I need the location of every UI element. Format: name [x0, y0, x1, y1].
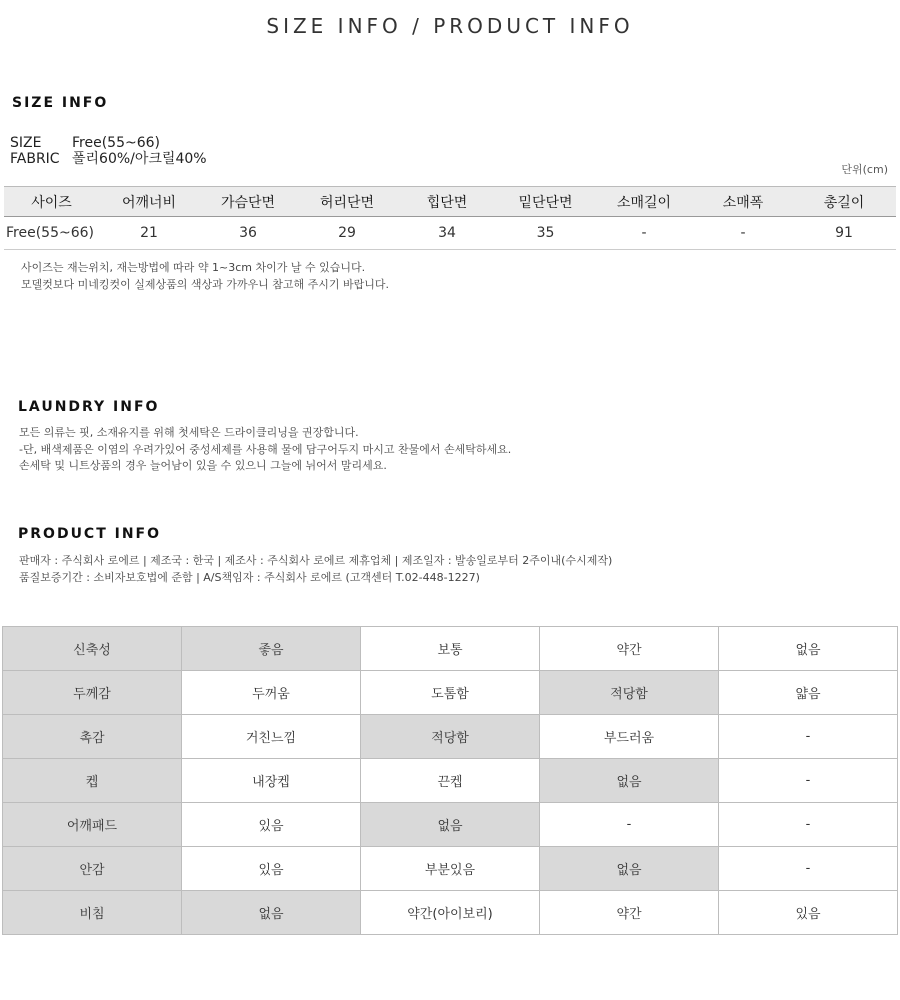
property-row	[3, 627, 898, 671]
property-option-selected: 없음	[361, 803, 540, 847]
size-notes	[21, 260, 389, 293]
table-cell: 29	[297, 217, 397, 250]
property-label: 비침	[3, 891, 182, 935]
table-cell: 21	[99, 217, 199, 250]
property-option: -	[719, 715, 898, 759]
col-header: 밑단단면	[497, 187, 594, 217]
property-option: 있음	[719, 891, 898, 935]
property-option-selected: 없음	[540, 847, 719, 891]
col-header: 소매폭	[694, 187, 792, 217]
property-row	[3, 891, 898, 935]
property-label: 촉감	[3, 715, 182, 759]
col-header: 허리단면	[297, 187, 397, 217]
property-label: 안감	[3, 847, 182, 891]
note-line: 모든 의류는 핏, 소재유지를 위해 첫세탁은 드라이클리닝을 권장합니다.	[19, 426, 359, 439]
note-line: 사이즈는 재는위치, 재는방법에 따라 약 1~3cm 차이가 날 수 있습니다.	[21, 261, 366, 274]
property-row	[3, 803, 898, 847]
property-label: 켑	[3, 759, 182, 803]
property-option: 있음	[182, 803, 361, 847]
property-row	[3, 759, 898, 803]
size-table-header	[4, 187, 896, 217]
page-title: SIZE INFO / PRODUCT INFO	[266, 14, 634, 38]
fabric-label: FABRIC	[10, 151, 60, 167]
col-header: 어깨너비	[99, 187, 199, 217]
unit-label: 단위(cm)	[841, 163, 888, 176]
property-option-selected: 없음	[182, 891, 361, 935]
size-table	[4, 186, 896, 250]
size-value: Free(55~66)	[72, 135, 160, 151]
property-option: 얇음	[719, 671, 898, 715]
property-option: 거친느낌	[182, 715, 361, 759]
property-option: 도톰함	[361, 671, 540, 715]
fabric-value: 폴리60%/아크릴40%	[72, 151, 207, 167]
property-option: -	[719, 759, 898, 803]
laundry-notes	[19, 425, 511, 475]
product-info-heading: PRODUCT INFO	[18, 526, 162, 542]
note-line: -단, 배색제품은 이염의 우려가있어 중성세제를 사용해 물에 담구어두지 마시고 찬물에서 손세탁하세요.	[19, 442, 512, 456]
col-header: 총길이	[792, 187, 896, 217]
table-cell: -	[694, 217, 792, 250]
laundry-info-heading: LAUNDRY INFO	[18, 399, 160, 415]
property-option: 보통	[361, 627, 540, 671]
note-line: 손세탁 및 니트상품의 경우 늘어남이 있을 수 있으니 그늘에 뉘어서 말리세요.	[19, 459, 387, 472]
table-row	[4, 217, 896, 250]
table-cell: 91	[792, 217, 896, 250]
property-option-selected: 적당함	[540, 671, 719, 715]
property-label: 신축성	[3, 627, 182, 671]
table-cell: 36	[199, 217, 297, 250]
property-option: 끈켑	[361, 759, 540, 803]
property-option: 없음	[719, 627, 898, 671]
property-option: -	[719, 847, 898, 891]
note-line: 판매자 : 주식회사 로에르 | 제조국 : 한국 | 제조사 : 주식회사 로에르 제휴업체 | 제조일자 : 발송일로부터 2주이내(수시제작)	[19, 554, 613, 567]
fabric-spec	[10, 151, 207, 167]
property-option: 약간	[540, 891, 719, 935]
property-option-selected: 적당함	[361, 715, 540, 759]
property-option: 약간	[540, 627, 719, 671]
property-option: 두꺼움	[182, 671, 361, 715]
size-label: SIZE	[10, 135, 42, 151]
table-cell: 34	[397, 217, 497, 250]
table-cell: 35	[497, 217, 594, 250]
product-properties-table	[2, 626, 898, 935]
property-row	[3, 847, 898, 891]
table-cell: Free(55~66)	[4, 217, 99, 250]
property-label: 두께감	[3, 671, 182, 715]
col-header: 가슴단면	[199, 187, 297, 217]
property-option: 내장켑	[182, 759, 361, 803]
property-option-selected: 없음	[540, 759, 719, 803]
property-option: -	[540, 803, 719, 847]
property-label: 어깨패드	[3, 803, 182, 847]
size-spec	[10, 135, 160, 151]
property-option: 있음	[182, 847, 361, 891]
col-header: 사이즈	[4, 187, 99, 217]
note-line: 품질보증기간 : 소비자보호법에 준함 | A/S책임자 : 주식회사 로에르 (고객센터 T.02-448-1227)	[19, 570, 480, 584]
property-option: 부분있음	[361, 847, 540, 891]
property-option: 약간(아이보리)	[361, 891, 540, 935]
product-notes	[19, 553, 612, 586]
property-row	[3, 715, 898, 759]
col-header: 소매길이	[594, 187, 694, 217]
property-row	[3, 671, 898, 715]
table-cell: -	[594, 217, 694, 250]
property-option: -	[719, 803, 898, 847]
size-info-heading: SIZE INFO	[12, 95, 109, 111]
col-header: 힙단면	[397, 187, 497, 217]
property-option: 부드러움	[540, 715, 719, 759]
property-option-selected: 좋음	[182, 627, 361, 671]
note-line: 모델컷보다 미네킹컷이 실제상품의 색상과 가까우니 참고해 주시기 바랍니다.	[21, 277, 390, 291]
